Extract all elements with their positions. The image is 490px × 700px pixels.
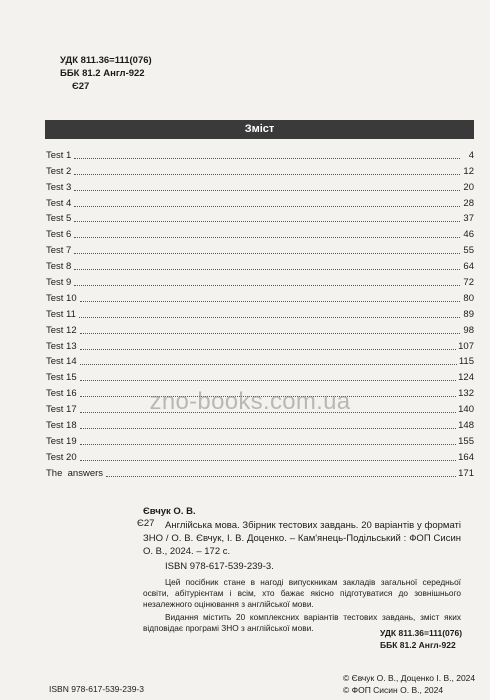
toc-leader-dots (80, 428, 457, 429)
toc-entry-page: 89 (463, 308, 474, 320)
toc-leader-dots (74, 158, 460, 159)
toc-entry[interactable] (46, 367, 474, 383)
bib-isbn: ISBN 978-617-539-239-3. (165, 561, 274, 572)
footer-bbk: ББК 81.2 Англ-922 (380, 640, 456, 650)
toc-entry-page: 98 (463, 324, 474, 336)
toc-entry[interactable] (46, 352, 474, 368)
toc-leader-dots (79, 317, 460, 318)
bibliographic-record (143, 505, 461, 634)
toc-entry-page: 164 (458, 451, 474, 463)
toc-entry[interactable] (46, 224, 474, 240)
footer-isbn: ISBN 978-617-539-239-3 (49, 684, 144, 694)
toc-entry-label: Test 10 (46, 292, 77, 304)
toc-entry[interactable] (46, 240, 474, 256)
toc-entry-page: 107 (458, 340, 474, 352)
toc-entry[interactable] (46, 304, 474, 320)
toc-entry-page: 4 (468, 149, 474, 161)
toc-entry[interactable] (46, 256, 474, 272)
toc-leader-dots (80, 460, 457, 461)
toc-entry-label: Test 15 (46, 372, 77, 384)
toc-entry-label: Test 1 (46, 149, 72, 161)
bib-description: Англійська мова. Збірник тестових завдань. 20 варіантів у форматі ЗНО / О. В. Євчук, І. В. Доценко. – Кам'янець-Подільський : ФОП Сисин О. В., 2024. – 172 с. (143, 520, 461, 557)
toc-entry-label: Test 17 (46, 404, 77, 416)
toc-leader-dots (80, 349, 457, 350)
toc-entry-page: 80 (463, 292, 474, 304)
toc-entry-label: The answers (46, 467, 104, 479)
toc-leader-dots (74, 237, 460, 238)
bbk-code: ББК 81.2 Англ-922 (60, 68, 145, 79)
toc-leader-dots (74, 253, 460, 254)
toc-entry-label: Test 7 (46, 245, 72, 257)
copyright-block (343, 672, 475, 696)
watermark: zno-books.com.ua (149, 388, 351, 415)
udk-code: УДК 811.36=111(076) (60, 55, 152, 66)
toc-entry[interactable] (46, 431, 474, 447)
toc-leader-dots (80, 444, 457, 445)
toc-entry[interactable] (46, 415, 474, 431)
toc-entry-page: 72 (463, 277, 474, 289)
toc-entry-page: 28 (463, 197, 474, 209)
toc-entry-page: 115 (458, 356, 474, 368)
annotation-paragraph-1: Цей посібник стане в нагоді випускникам закладів загальної середньої освіти, абітурієнтам і всім, хто бажає якісно підготуватися до зовнішнього незалежного оцінювання з англійської мови. (143, 577, 461, 609)
toc-entry-label: Test 12 (46, 324, 77, 336)
footer-udk: УДК 811.36=111(076) (380, 628, 463, 638)
toc-entry-label: Test 4 (46, 197, 72, 209)
toc-entry[interactable] (46, 463, 474, 479)
footer-classification (380, 627, 462, 651)
toc-leader-dots (74, 206, 460, 207)
toc-entry-label: Test 13 (46, 340, 77, 352)
copyright-publisher: © ФОП Сисин О. В., 2024 (343, 685, 444, 695)
toc-entry[interactable] (46, 336, 474, 352)
toc-entry-page: 155 (458, 435, 474, 447)
author-mark: Є27 (72, 81, 90, 92)
bib-author-mark: Є27 (137, 518, 155, 529)
toc-entry-page: 148 (458, 420, 474, 432)
toc-entry-label: Test 3 (46, 181, 72, 193)
toc-entry-label: Test 18 (46, 420, 77, 432)
toc-entry-label: Test 8 (46, 261, 72, 273)
toc-entry-page: 64 (463, 261, 474, 273)
classification-block (60, 54, 152, 93)
toc-leader-dots (80, 333, 460, 334)
toc-entry-page: 124 (458, 372, 474, 384)
toc-entry[interactable] (46, 161, 474, 177)
toc-entry[interactable] (46, 177, 474, 193)
toc-entry-page: 46 (463, 229, 474, 241)
toc-entry-label: Test 6 (46, 229, 72, 241)
toc-entry-label: Test 20 (46, 451, 77, 463)
toc-entry-label: Test 19 (46, 435, 77, 447)
toc-leader-dots (80, 364, 457, 365)
toc-leader-dots (74, 285, 460, 286)
toc-leader-dots (74, 190, 460, 191)
toc-entry-page: 55 (463, 245, 474, 257)
toc-leader-dots (106, 476, 456, 477)
table-of-contents (46, 145, 474, 479)
contents-banner: Зміст (45, 120, 474, 139)
toc-entry[interactable] (46, 288, 474, 304)
toc-entry[interactable] (46, 209, 474, 225)
toc-entry-label: Test 9 (46, 277, 72, 289)
toc-leader-dots (80, 301, 460, 302)
toc-leader-dots (80, 380, 457, 381)
toc-entry[interactable] (46, 320, 474, 336)
toc-entry-label: Test 14 (46, 356, 77, 368)
toc-leader-dots (74, 221, 460, 222)
toc-entry[interactable] (46, 145, 474, 161)
toc-leader-dots (74, 174, 460, 175)
toc-entry-page: 12 (463, 165, 474, 177)
copyright-authors: © Євчук О. В., Доценко І. В., 2024 (343, 673, 476, 683)
annotation-paragraph-2: Видання містить 20 комплексних варіантів тестових завдань, зміст яких відповідає програмі ЗНО з англійської мови. (143, 612, 461, 633)
bib-author: Євчук О. В. (143, 506, 196, 517)
toc-entry-page: 140 (458, 404, 474, 416)
toc-entry-label: Test 16 (46, 388, 77, 400)
toc-entry-label: Test 5 (46, 213, 72, 225)
toc-entry[interactable] (46, 272, 474, 288)
toc-entry[interactable] (46, 447, 474, 463)
toc-entry-page: 20 (463, 181, 474, 193)
toc-entry-page: 37 (463, 213, 474, 225)
toc-entry[interactable] (46, 193, 474, 209)
toc-entry-label: Test 11 (46, 308, 76, 320)
toc-entry-label: Test 2 (46, 165, 72, 177)
toc-leader-dots (74, 269, 460, 270)
toc-entry-page: 132 (458, 388, 474, 400)
toc-entry-page: 171 (458, 467, 474, 479)
